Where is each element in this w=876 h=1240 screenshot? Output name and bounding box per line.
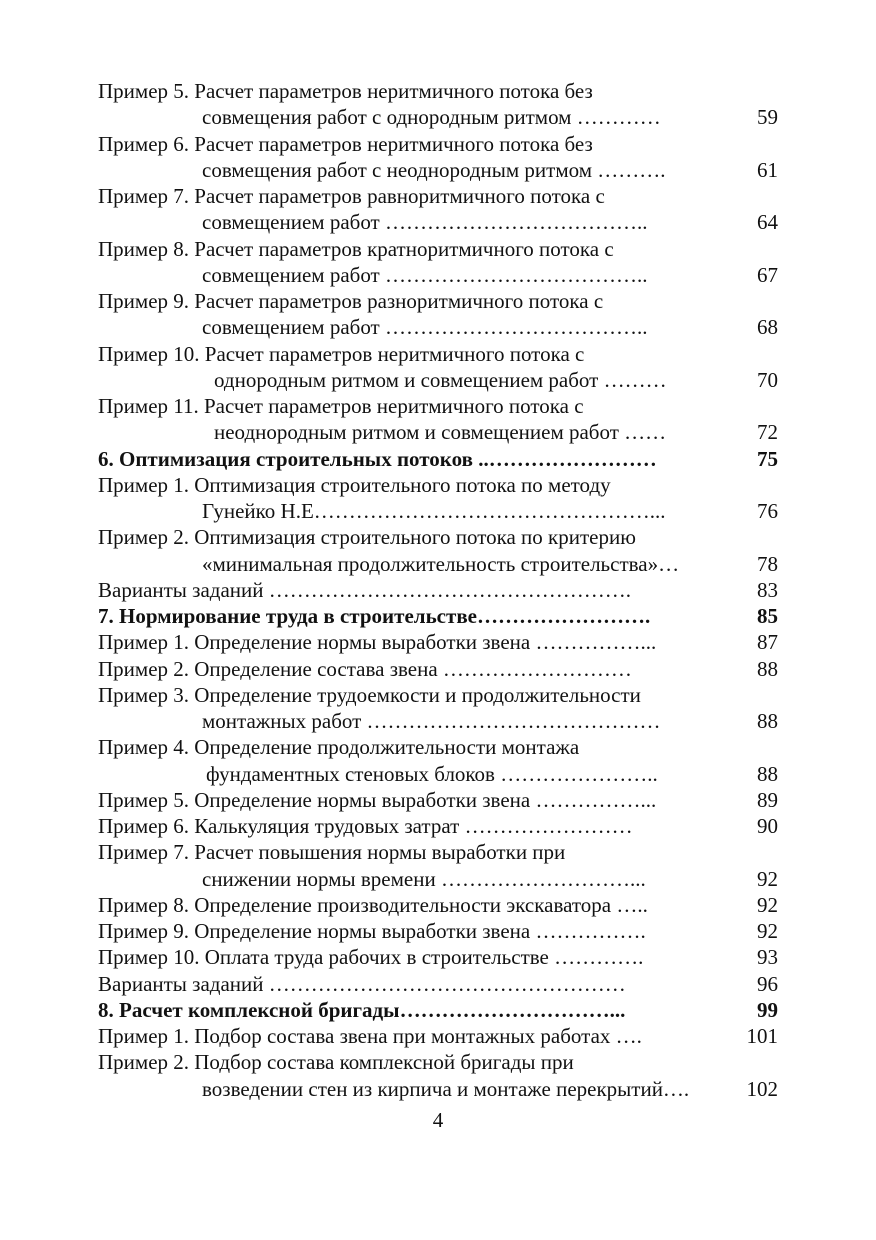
toc-line (98, 367, 778, 393)
toc-entry-title: Пример 10. Расчет параметров неритмичного потока с (98, 341, 585, 366)
toc-line (98, 997, 778, 1023)
toc-entry[interactable] (98, 918, 778, 944)
toc-page-number: 92 (757, 892, 778, 917)
toc-line (98, 262, 778, 288)
table-of-contents (98, 78, 778, 1102)
toc-entry[interactable] (98, 183, 778, 236)
toc-entry[interactable] (98, 446, 778, 472)
toc-line (98, 577, 778, 603)
toc-line (98, 419, 778, 445)
toc-entry[interactable] (98, 78, 778, 131)
toc-page-number: 89 (757, 787, 778, 812)
toc-page-number: 75 (757, 446, 778, 471)
toc-entry-continuation: совмещения работ с однородным ритмом ………… (202, 105, 661, 130)
toc-line (98, 104, 778, 130)
toc-line (98, 446, 778, 472)
toc-page-number: 92 (757, 919, 778, 943)
toc-line (98, 1076, 778, 1102)
toc-page-number: 90 (757, 814, 778, 838)
toc-entry[interactable] (98, 813, 778, 839)
toc-entry[interactable] (98, 131, 778, 184)
toc-line (98, 629, 778, 655)
toc-line (98, 341, 778, 367)
toc-entry-title: Пример 2. Определение состава звена ……………………… (98, 656, 632, 681)
toc-line (98, 157, 778, 183)
toc-entry[interactable] (98, 944, 778, 970)
toc-line (98, 682, 778, 708)
toc-line (98, 918, 778, 944)
toc-entry-title: Варианты заданий …………………………………………… (98, 971, 626, 996)
toc-line (98, 472, 778, 498)
toc-page-number: 85 (757, 604, 778, 628)
toc-line (98, 1023, 778, 1049)
toc-page-number: 88 (757, 709, 778, 733)
toc-page-number: 70 (757, 367, 778, 392)
toc-entry-continuation: совмещением работ ……………………………….. (202, 315, 648, 340)
toc-line (98, 734, 778, 760)
toc-entry[interactable] (98, 1049, 778, 1102)
page-number: 4 (432, 1108, 444, 1132)
toc-entry-title: Пример 2. Подбор состава комплексной бригады при (98, 1050, 574, 1075)
toc-page-number: 87 (757, 630, 778, 655)
toc-entry-title: Пример 6. Калькуляция трудовых затрат …………………… (98, 814, 633, 838)
toc-entry-continuation: совмещением работ ……………………………….. (202, 210, 648, 235)
toc-entry-title: Пример 1. Подбор состава звена при монтажных работах …. (98, 1024, 642, 1048)
toc-line (98, 839, 778, 865)
toc-entry-continuation: снижении нормы времени ………………………... (202, 866, 646, 891)
toc-entry-continuation: однородным ритмом и совмещением работ ……… (214, 367, 667, 392)
toc-entry[interactable] (98, 839, 778, 892)
toc-entry[interactable] (98, 971, 778, 997)
toc-line (98, 209, 778, 235)
toc-line (98, 944, 778, 970)
toc-entry-title: Пример 9. Расчет параметров разноритмичного потока с (98, 289, 604, 313)
toc-page-number: 93 (757, 945, 778, 970)
toc-line (98, 603, 778, 629)
toc-entry-continuation: фундаментных стеновых блоков ………………….. (206, 761, 658, 786)
toc-line (98, 971, 778, 997)
toc-page-number: 96 (757, 971, 778, 996)
toc-line (98, 656, 778, 682)
toc-entry-title: 6. Оптимизация строительных потоков ..…………………… (98, 446, 657, 471)
toc-line (98, 288, 778, 314)
toc-entry-continuation: совмещения работ с неоднородным ритмом ………. (202, 157, 666, 182)
toc-entry-title: 8. Расчет комплексной бригады…………………………... (98, 997, 626, 1022)
toc-entry-title: Пример 10. Оплата труда рабочих в строительстве …………. (98, 945, 644, 970)
toc-line (98, 314, 778, 340)
toc-page-number: 72 (757, 420, 778, 445)
toc-line (98, 498, 778, 524)
toc-line (98, 131, 778, 157)
toc-line (98, 551, 778, 577)
toc-line (98, 892, 778, 918)
toc-page-number: 83 (757, 577, 778, 602)
toc-line (98, 183, 778, 209)
toc-page-number: 64 (757, 210, 778, 235)
toc-page-number: 92 (757, 866, 778, 891)
toc-line (98, 787, 778, 813)
toc-entry-title: 7. Нормирование труда в строительстве……………………. (98, 604, 651, 628)
toc-entry-title: Пример 7. Расчет повышения нормы выработки при (98, 840, 566, 865)
toc-entry-continuation: Гунейко Н.Е…………………………………………... (202, 499, 666, 523)
toc-page-number: 61 (757, 157, 778, 182)
toc-entry-title: Пример 1. Оптимизация строительного потока по методу (98, 472, 611, 497)
toc-entry[interactable] (98, 236, 778, 289)
toc-line (98, 1049, 778, 1075)
toc-entry-continuation: совмещением работ ……………………………….. (202, 262, 648, 287)
toc-entry[interactable] (98, 577, 778, 603)
toc-entry[interactable] (98, 629, 778, 655)
toc-page-number: 99 (757, 997, 778, 1022)
toc-entry-continuation: неоднородным ритмом и совмещением работ …… (214, 420, 667, 445)
toc-entry-title: Пример 1. Определение нормы выработки звена ……………... (98, 630, 657, 655)
toc-page-number: 88 (757, 656, 778, 681)
toc-line (98, 78, 778, 104)
toc-entry-continuation: «минимальная продолжительность строительства»… (202, 551, 680, 576)
toc-entry-continuation: возведении стен из кирпича и монтаже перекрытий…. (202, 1076, 690, 1101)
toc-entry-title: Пример 8. Определение производительности экскаватора ….. (98, 892, 648, 917)
toc-entry[interactable] (98, 341, 778, 394)
toc-entry-title: Варианты заданий ……………………………………………. (98, 577, 631, 602)
toc-line (98, 761, 778, 787)
toc-entry-title: Пример 5. Определение нормы выработки звена ……………... (98, 787, 657, 812)
toc-page-number: 101 (746, 1024, 778, 1048)
toc-page-number: 67 (757, 262, 778, 287)
toc-line (98, 866, 778, 892)
toc-entry[interactable] (98, 1023, 778, 1049)
toc-page-number: 76 (757, 499, 778, 523)
toc-entry-title: Пример 9. Определение нормы выработки звена ……………. (98, 919, 646, 943)
toc-line (98, 236, 778, 262)
toc-line (98, 708, 778, 734)
toc-page-number: 78 (757, 551, 778, 576)
toc-page-number: 68 (757, 315, 778, 340)
toc-page-number: 102 (746, 1076, 778, 1101)
toc-entry[interactable] (98, 734, 778, 787)
toc-entry[interactable] (98, 682, 778, 735)
toc-entry[interactable] (98, 393, 778, 446)
toc-entry[interactable] (98, 787, 778, 813)
toc-entry-title: Пример 7. Расчет параметров равноритмичного потока с (98, 184, 605, 208)
toc-page-number: 59 (757, 105, 778, 130)
toc-entry-title: Пример 2. Оптимизация строительного потока по критерию (98, 525, 636, 550)
toc-entry[interactable] (98, 472, 778, 525)
toc-entry-continuation: монтажных работ …………………………………… (202, 709, 661, 733)
toc-line (98, 393, 778, 419)
toc-entry[interactable] (98, 997, 778, 1023)
toc-entry[interactable] (98, 288, 778, 341)
toc-page-number: 88 (757, 761, 778, 786)
toc-entry[interactable] (98, 892, 778, 918)
toc-entry-title: Пример 4. Определение продолжительности монтажа (98, 735, 580, 760)
toc-entry-title: Пример 11. Расчет параметров неритмичного потока с (98, 394, 584, 418)
toc-entry[interactable] (98, 603, 778, 629)
toc-entry-title: Пример 3. Определение трудоемкости и продолжительности (98, 682, 641, 707)
toc-entry-title: Пример 8. Расчет параметров кратноритмичного потока с (98, 236, 614, 261)
toc-entry[interactable] (98, 524, 778, 577)
toc-entry-title: Пример 6. Расчет параметров неритмичного потока без (98, 131, 593, 156)
toc-entry-title: Пример 5. Расчет параметров неритмичного потока без (98, 79, 593, 103)
toc-line (98, 524, 778, 550)
toc-line (98, 813, 778, 839)
toc-entry[interactable] (98, 656, 778, 682)
